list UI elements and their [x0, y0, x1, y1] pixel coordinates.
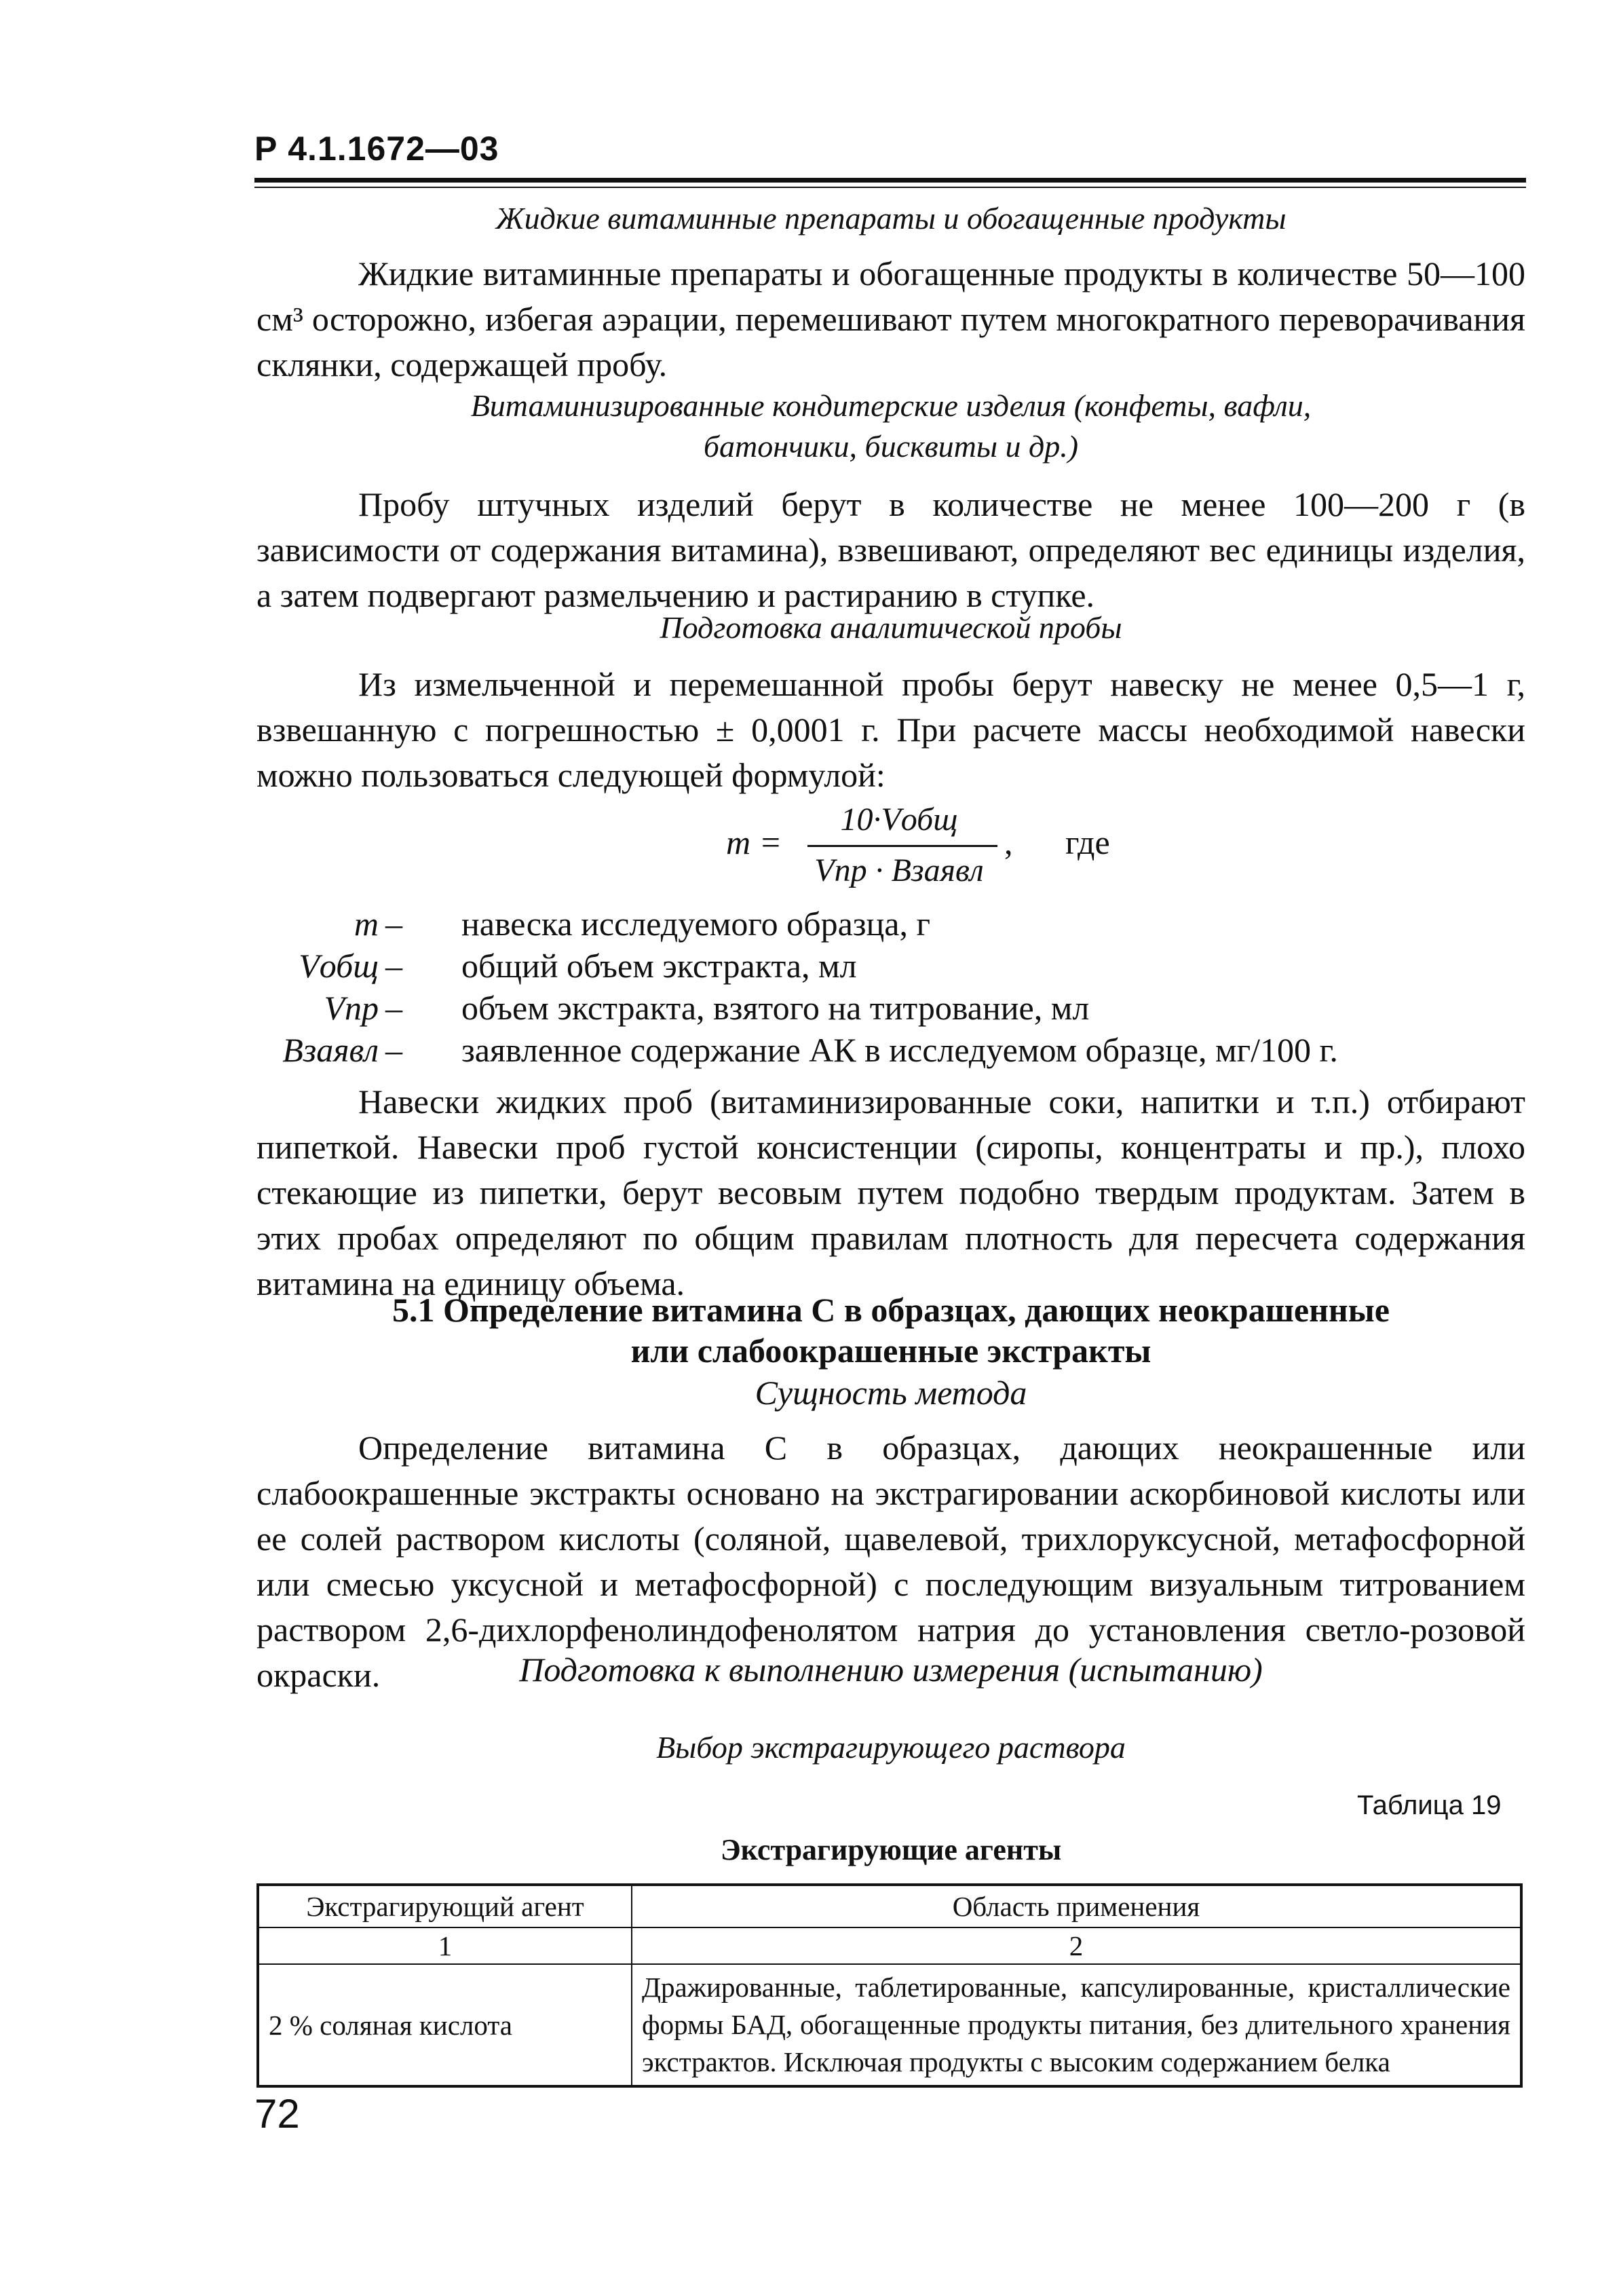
definition-text: навеска исследуемого образца, г [461, 905, 930, 943]
agents-table [256, 1883, 1523, 2088]
prep-subtitle: Подготовка к выполнению измерения (испытанию) [519, 1651, 1263, 1689]
definition-row [256, 945, 1525, 987]
liquid-subtitle: Жидкие витаминные препараты и обогащенные продукты [495, 201, 1287, 236]
definition-row [256, 1029, 1525, 1071]
definitions-list [256, 903, 1525, 1071]
mass-formula [726, 794, 1269, 903]
definition-text: заявленное содержание АК в исследуемом образце, мг/100 г. [461, 1031, 1338, 1069]
formula-comma: , [1004, 823, 1013, 861]
definition-text: объем экстракта, взятого на титрование, мл [461, 989, 1090, 1027]
table-caption: Таблица 19 [1357, 1790, 1502, 1820]
document-code: Р 4.1.1672—03 [254, 130, 499, 168]
confect-paragraph: Пробу штучных изделий берут в количестве не менее 100—200 г (в зависимости от содержания витамина), взвешивают, определяют вес единицы изделия, а затем подвергают размельчению и растиранию в ступке. [256, 485, 1525, 614]
page-number: 72 [254, 2091, 300, 2137]
header-rule-thick [254, 178, 1526, 183]
formula-where: где [1065, 823, 1110, 861]
table-number-cell: 1 [258, 1927, 632, 1964]
fraction-bar [807, 845, 997, 847]
definition-symbol: Vобщ [299, 947, 379, 985]
table-number-row [258, 1927, 1521, 1964]
definition-dash: – [385, 905, 402, 943]
definition-dash: – [385, 989, 402, 1027]
formula-lhs: m = [726, 823, 782, 861]
table-number-cell: 2 [632, 1927, 1521, 1964]
analytic-subtitle: Подготовка аналитической пробы [660, 610, 1122, 645]
definition-symbol: Vпр [324, 989, 379, 1027]
table-header-cell: Область применения [632, 1885, 1521, 1927]
definition-row [256, 903, 1525, 945]
table-header-row [258, 1885, 1521, 1927]
formula-denominator: Vпр · Bзаявл [814, 852, 984, 888]
definition-symbol: m [354, 905, 379, 943]
section-5-1-title-line1: 5.1 Определение витамина С в образцах, дающих неокрашенные [392, 1291, 1390, 1329]
definition-row [256, 987, 1525, 1029]
confect-subtitle-line1: Витаминизированные кондитерские изделия (конфеты, вафли, [470, 388, 1312, 423]
choice-subtitle: Выбор экстрагирующего раствора [656, 1730, 1126, 1765]
confect-subtitle-line2: батончики, бисквиты и др.) [703, 429, 1079, 464]
definition-dash: – [385, 947, 402, 985]
table-cell-agent: 2 % соляная кислота [258, 1964, 632, 2086]
table-row [258, 1964, 1521, 2086]
liquid-paragraph: Жидкие витаминные препараты и обогащенные продукты в количестве 50—100 см³ осторожно, избегая аэрации, перемешивают путем многократного переворачивания склянки, содержащей пробу. [256, 255, 1525, 383]
header-rule-thin [254, 187, 1526, 188]
analytic-paragraph: Из измельченной и перемешанной пробы берут навеску не менее 0,5—1 г, взвешанную с погрешностью ± 0,0001 г. При расчете массы необходимой навески можно пользоваться следующей формулой: [256, 665, 1525, 794]
table-header-cell: Экстрагирующий агент [258, 1885, 632, 1927]
samples-paragraph: Навески жидких проб (витаминизированные соки, напитки и т.п.) отбирают пипеткой. Навески проб густой консистенции (сиропы, концентраты и пр.), плохо стекающие из пипетки, берут весовым путем подобно твердым продуктам. Затем в этих пробах определяют по общим правилам плотность для пересчета содержания витамина на единицу объема. [256, 1083, 1525, 1302]
definition-symbol: Bзаявл [282, 1031, 379, 1069]
definition-text: общий объем экстракта, мл [461, 947, 857, 985]
section-5-1-title-line2: или слабоокрашенные экстракты [630, 1332, 1151, 1370]
table-cell-scope: Дражированные, таблетированные, капсулированные, кристаллические формы БАД, обогащенные продукты питания, без длительного хранения экстрактов. Исключая продукты с высоким содержанием белка [632, 1964, 1521, 2086]
method-subtitle: Сущность метода [755, 1374, 1027, 1412]
table-title: Экстрагирующие агенты [720, 1833, 1062, 1866]
method-paragraph: Определение витамина С в образцах, дающих неокрашенные или слабоокрашенные экстракты основано на экстрагировании аскорбиновой кислоты или ее солей раствором кислоты (соляной, щавелевой, трихлоруксусной, метафосфорной или смесью уксусной и метафосфорной) с последующим визуальным титрованием раствором 2,6-дихлорфенолиндофенолятом натрия до установления светло-розовой окраски. [256, 1429, 1525, 1694]
formula-numerator: 10·Vобщ [840, 802, 958, 838]
definition-dash: – [385, 1031, 402, 1069]
